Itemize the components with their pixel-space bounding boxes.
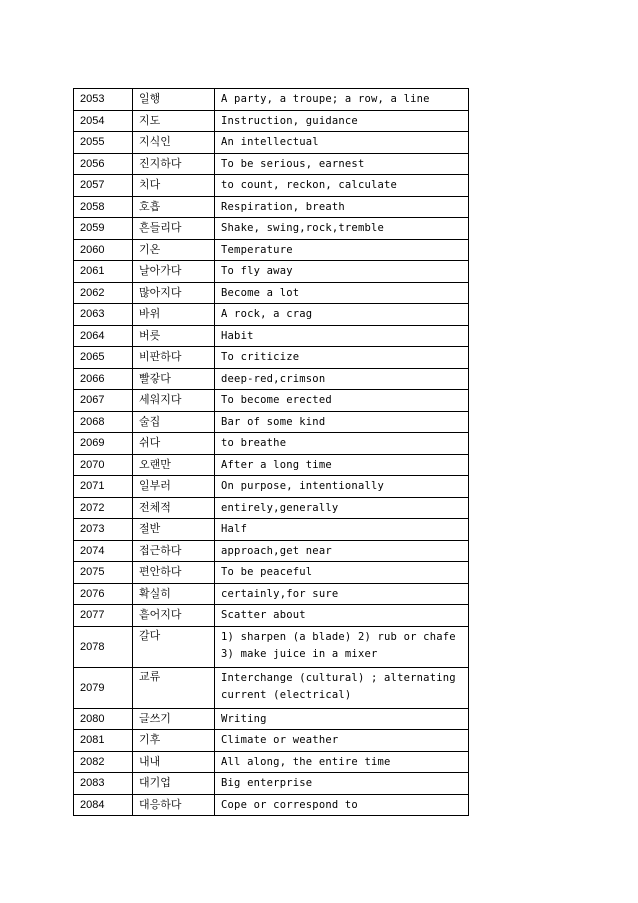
row-number-cell: 2053 bbox=[74, 89, 133, 111]
table-row bbox=[74, 730, 469, 752]
table-row bbox=[74, 390, 469, 412]
english-meaning-cell: Cope or correspond to bbox=[215, 794, 469, 816]
english-meaning-cell: To become erected bbox=[215, 390, 469, 412]
english-meaning-cell: approach,get near bbox=[215, 540, 469, 562]
english-meaning-cell: A party, a troupe; a row, a line bbox=[215, 89, 469, 111]
table-row bbox=[74, 239, 469, 261]
table-row bbox=[74, 583, 469, 605]
english-meaning-cell: Instruction, guidance bbox=[215, 110, 469, 132]
row-number-cell: 2068 bbox=[74, 411, 133, 433]
row-number-cell: 2055 bbox=[74, 132, 133, 154]
english-meaning-cell: Writing bbox=[215, 708, 469, 730]
row-number-cell: 2056 bbox=[74, 153, 133, 175]
english-meaning-cell: deep-red,crimson bbox=[215, 368, 469, 390]
english-meaning-cell: To be serious, earnest bbox=[215, 153, 469, 175]
english-meaning-cell: To be peaceful bbox=[215, 562, 469, 584]
row-number-cell: 2061 bbox=[74, 261, 133, 283]
row-number-cell: 2072 bbox=[74, 497, 133, 519]
table-row bbox=[74, 476, 469, 498]
korean-word-cell: 기온 bbox=[133, 239, 215, 261]
english-meaning-cell: Big enterprise bbox=[215, 773, 469, 795]
row-number-cell: 2059 bbox=[74, 218, 133, 240]
korean-word-cell: 쉬다 bbox=[133, 433, 215, 455]
english-meaning-cell: Become a lot bbox=[215, 282, 469, 304]
korean-word-cell: 바위 bbox=[133, 304, 215, 326]
table-row bbox=[74, 540, 469, 562]
row-number-cell: 2075 bbox=[74, 562, 133, 584]
english-meaning-cell: Climate or weather bbox=[215, 730, 469, 752]
row-number-cell: 2067 bbox=[74, 390, 133, 412]
korean-word-cell: 호흡 bbox=[133, 196, 215, 218]
english-meaning-cell: to breathe bbox=[215, 433, 469, 455]
row-number-cell: 2062 bbox=[74, 282, 133, 304]
table-row bbox=[74, 325, 469, 347]
table-row bbox=[74, 794, 469, 816]
korean-word-cell: 세워지다 bbox=[133, 390, 215, 412]
row-number-cell: 2082 bbox=[74, 751, 133, 773]
row-number-cell: 2079 bbox=[74, 667, 133, 708]
korean-word-cell: 접근하다 bbox=[133, 540, 215, 562]
row-number-cell: 2063 bbox=[74, 304, 133, 326]
korean-word-cell: 지식인 bbox=[133, 132, 215, 154]
english-meaning-cell: Temperature bbox=[215, 239, 469, 261]
korean-word-cell: 대응하다 bbox=[133, 794, 215, 816]
row-number-cell: 2058 bbox=[74, 196, 133, 218]
row-number-cell: 2066 bbox=[74, 368, 133, 390]
english-meaning-cell: Bar of some kind bbox=[215, 411, 469, 433]
korean-word-cell: 지도 bbox=[133, 110, 215, 132]
korean-word-cell: 글쓰기 bbox=[133, 708, 215, 730]
korean-word-cell: 절반 bbox=[133, 519, 215, 541]
english-meaning-cell: On purpose, intentionally bbox=[215, 476, 469, 498]
english-meaning-cell: After a long time bbox=[215, 454, 469, 476]
row-number-cell: 2060 bbox=[74, 239, 133, 261]
table-row bbox=[74, 626, 469, 667]
english-meaning-cell: 1) sharpen (a blade) 2) rub or chafe 3) make juice in a mixer bbox=[215, 626, 469, 667]
row-number-cell: 2065 bbox=[74, 347, 133, 369]
english-meaning-cell: to count, reckon, calculate bbox=[215, 175, 469, 197]
row-number-cell: 2070 bbox=[74, 454, 133, 476]
korean-word-cell: 비판하다 bbox=[133, 347, 215, 369]
english-meaning-cell: A rock, a crag bbox=[215, 304, 469, 326]
table-row bbox=[74, 454, 469, 476]
english-meaning-cell: Half bbox=[215, 519, 469, 541]
english-meaning-cell: Scatter about bbox=[215, 605, 469, 627]
english-meaning-cell: Respiration, breath bbox=[215, 196, 469, 218]
english-meaning-cell: To criticize bbox=[215, 347, 469, 369]
table-row bbox=[74, 411, 469, 433]
vocabulary-table-body bbox=[74, 89, 469, 816]
row-number-cell: 2081 bbox=[74, 730, 133, 752]
table-row bbox=[74, 433, 469, 455]
row-number-cell: 2076 bbox=[74, 583, 133, 605]
table-row bbox=[74, 261, 469, 283]
english-meaning-cell: certainly,for sure bbox=[215, 583, 469, 605]
table-row bbox=[74, 562, 469, 584]
korean-word-cell: 일부러 bbox=[133, 476, 215, 498]
english-meaning-cell: Shake, swing,rock,tremble bbox=[215, 218, 469, 240]
korean-word-cell: 기후 bbox=[133, 730, 215, 752]
table-row bbox=[74, 368, 469, 390]
vocabulary-table bbox=[73, 88, 469, 816]
korean-word-cell: 오랜만 bbox=[133, 454, 215, 476]
korean-word-cell: 갈다 bbox=[133, 626, 215, 667]
english-meaning-cell: To fly away bbox=[215, 261, 469, 283]
table-row bbox=[74, 153, 469, 175]
row-number-cell: 2064 bbox=[74, 325, 133, 347]
row-number-cell: 2084 bbox=[74, 794, 133, 816]
table-row bbox=[74, 751, 469, 773]
row-number-cell: 2069 bbox=[74, 433, 133, 455]
row-number-cell: 2077 bbox=[74, 605, 133, 627]
korean-word-cell: 대기업 bbox=[133, 773, 215, 795]
table-row bbox=[74, 667, 469, 708]
korean-word-cell: 내내 bbox=[133, 751, 215, 773]
korean-word-cell: 교류 bbox=[133, 667, 215, 708]
english-meaning-cell: All along, the entire time bbox=[215, 751, 469, 773]
korean-word-cell: 버릇 bbox=[133, 325, 215, 347]
row-number-cell: 2078 bbox=[74, 626, 133, 667]
row-number-cell: 2057 bbox=[74, 175, 133, 197]
table-row bbox=[74, 132, 469, 154]
table-row bbox=[74, 218, 469, 240]
english-meaning-cell: entirely,generally bbox=[215, 497, 469, 519]
table-row bbox=[74, 282, 469, 304]
english-meaning-cell: Habit bbox=[215, 325, 469, 347]
table-row bbox=[74, 304, 469, 326]
table-row bbox=[74, 196, 469, 218]
table-row bbox=[74, 708, 469, 730]
row-number-cell: 2083 bbox=[74, 773, 133, 795]
table-row bbox=[74, 110, 469, 132]
korean-word-cell: 치다 bbox=[133, 175, 215, 197]
korean-word-cell: 편안하다 bbox=[133, 562, 215, 584]
row-number-cell: 2071 bbox=[74, 476, 133, 498]
korean-word-cell: 술집 bbox=[133, 411, 215, 433]
korean-word-cell: 확실히 bbox=[133, 583, 215, 605]
table-row bbox=[74, 605, 469, 627]
table-row bbox=[74, 347, 469, 369]
korean-word-cell: 흔들리다 bbox=[133, 218, 215, 240]
table-row bbox=[74, 89, 469, 111]
table-row bbox=[74, 773, 469, 795]
row-number-cell: 2074 bbox=[74, 540, 133, 562]
korean-word-cell: 날아가다 bbox=[133, 261, 215, 283]
korean-word-cell: 빨갛다 bbox=[133, 368, 215, 390]
row-number-cell: 2054 bbox=[74, 110, 133, 132]
korean-word-cell: 진지하다 bbox=[133, 153, 215, 175]
korean-word-cell: 많아지다 bbox=[133, 282, 215, 304]
row-number-cell: 2073 bbox=[74, 519, 133, 541]
table-row bbox=[74, 519, 469, 541]
english-meaning-cell: Interchange (cultural) ; alternating current (electrical) bbox=[215, 667, 469, 708]
table-row bbox=[74, 497, 469, 519]
korean-word-cell: 흩어지다 bbox=[133, 605, 215, 627]
table-row bbox=[74, 175, 469, 197]
korean-word-cell: 일행 bbox=[133, 89, 215, 111]
row-number-cell: 2080 bbox=[74, 708, 133, 730]
korean-word-cell: 전체적 bbox=[133, 497, 215, 519]
english-meaning-cell: An intellectual bbox=[215, 132, 469, 154]
